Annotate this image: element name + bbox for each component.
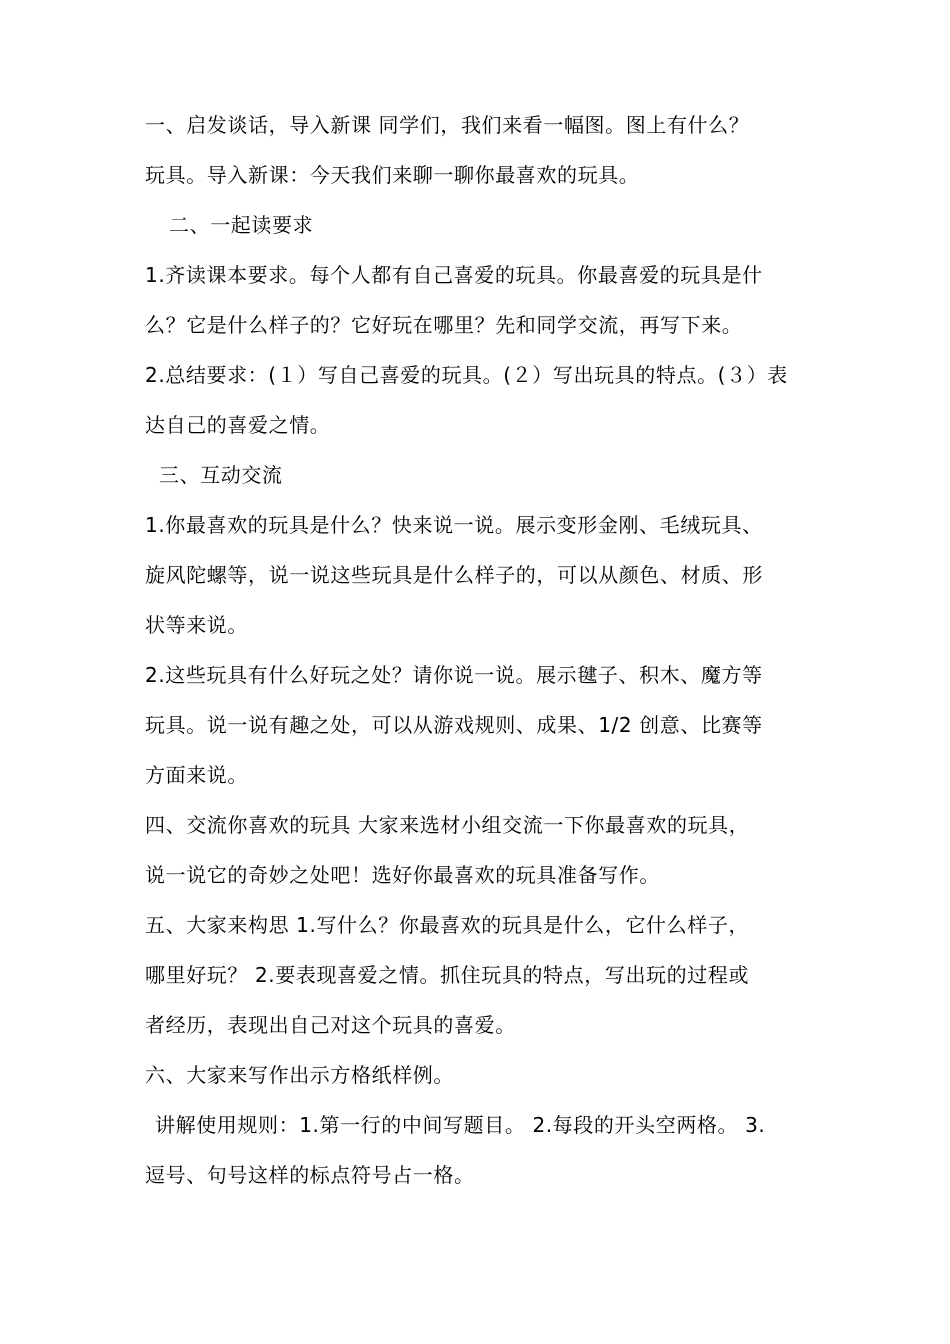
- text-line: 2.这些玩具有什么好玩之处？请你说一说。展示毽子、积木、魔方等: [145, 663, 763, 687]
- section-4-heading-line: 四、交流你喜欢的玩具 大家来选材小组交流一下你最喜欢的玩具，: [145, 813, 750, 837]
- text-line: 逗号、句号这样的标点符号占一格。: [145, 1163, 475, 1187]
- text-line: 旋风陀螺等，说一说这些玩具是什么样子的，可以从颜色、材质、形: [145, 563, 763, 587]
- section-1-heading-line: 一、启发谈话，导入新课 同学们，我们来看一幅图。图上有什么？: [145, 113, 750, 137]
- text-line: 玩具。导入新课：今天我们来聊一聊你最喜欢的玩具。: [145, 163, 640, 187]
- text-line: 1.你最喜欢的玩具是什么？快来说一说。展示变形金刚、毛绒玩具、: [145, 513, 763, 537]
- section-5-heading-line: 五、大家来构思 1.写什么？你最喜欢的玩具是什么，它什么样子，: [145, 913, 750, 937]
- text-line: 方面来说。: [145, 763, 248, 787]
- text-line: 1.齐读课本要求。每个人都有自己喜爱的玩具。你最喜爱的玩具是什: [145, 263, 763, 287]
- section-2-heading: 二、一起读要求: [169, 213, 314, 237]
- text-line: 哪里好玩？ 2.要表现喜爱之情。抓住玩具的特点，写出玩的过程或: [145, 963, 750, 987]
- text-line: 状等来说。: [145, 613, 248, 637]
- text-line: 玩具。说一说有趣之处，可以从游戏规则、成果、1/2 创意、比赛等: [145, 713, 763, 737]
- document-body: [145, 100, 820, 1200]
- text-line: 讲解使用规则：1.第一行的中间写题目。 2.每段的开头空两格。 3.: [155, 1113, 766, 1137]
- text-line: 说一说它的奇妙之处吧！选好你最喜欢的玩具准备写作。: [145, 863, 660, 887]
- section-3-heading: 三、互动交流: [159, 463, 283, 487]
- section-6-heading-line: 六、大家来写作出示方格纸样例。: [145, 1063, 454, 1087]
- text-line: 2.总结要求：(１）写自己喜爱的玩具。(２）写出玩具的特点。(３）表: [145, 363, 788, 387]
- text-line: 达自己的喜爱之情。: [145, 413, 331, 437]
- text-line: 者经历，表现出自己对这个玩具的喜爱。: [145, 1013, 516, 1037]
- text-line: 么？它是什么样子的？它好玩在哪里？先和同学交流，再写下来。: [145, 313, 743, 337]
